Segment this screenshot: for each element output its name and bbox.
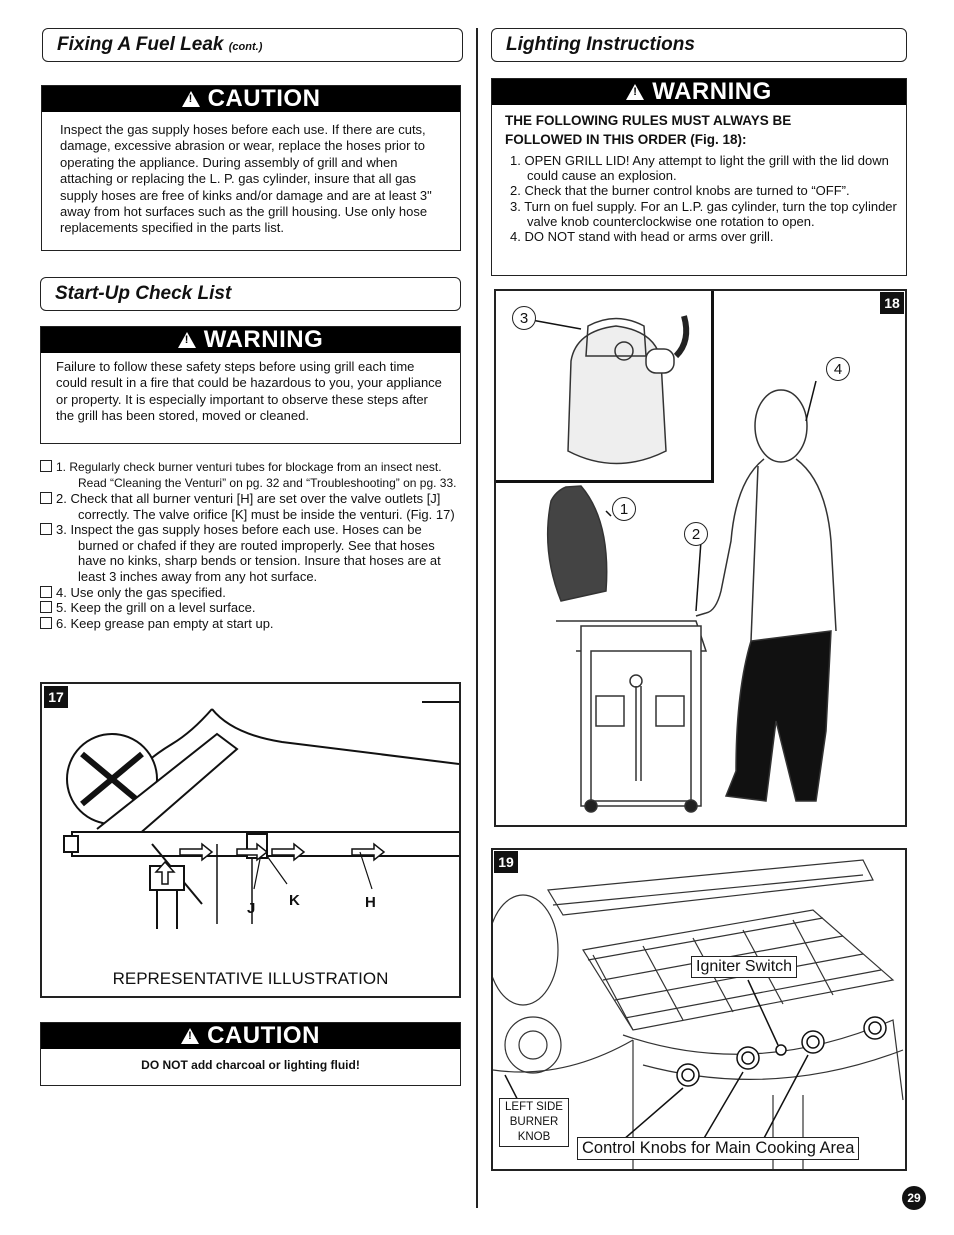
checklist-item xyxy=(40,459,458,491)
step-item: 3. Turn on fuel supply. For an L.P. gas cylinder, turn the top cylinder valve knob counterclockwise one rotation to open. xyxy=(510,198,897,229)
caution-banner xyxy=(42,86,460,112)
checkbox[interactable] xyxy=(40,523,52,535)
page-number: 29 xyxy=(902,1186,926,1210)
section-title: Lighting Instructions xyxy=(506,34,695,55)
figure-19 xyxy=(491,848,907,1171)
callout-3: 3 xyxy=(512,306,536,330)
control-knobs-label: Control Knobs for Main Cooking Area xyxy=(577,1137,859,1160)
item-number: 4. xyxy=(56,584,67,600)
warning-triangle-icon xyxy=(178,332,196,348)
item-text: Regularly check burner venturi tubes for blockage from an insect nest. Read “Cleaning the Venturi” on pg. 32 and “Troubleshooting” on pg. 33. xyxy=(69,460,457,490)
item-number: 3. xyxy=(56,522,67,538)
warning-intro: THE FOLLOWING RULES MUST ALWAYS BE FOLLOWED IN THIS ORDER (Fig. 18): xyxy=(505,113,792,147)
checklist-item xyxy=(40,600,458,616)
item-text: Inspect the gas supply hoses before each use. Hoses can be burned or chafed if they are routed improperly. See that hoses have no kinks, sharp bends or tension. Insure that hoses are at least 3 inches away from any hot surface. xyxy=(70,522,441,584)
igniter-switch-label: Igniter Switch xyxy=(691,956,797,978)
checkbox[interactable] xyxy=(40,492,52,504)
section-title: Fixing A Fuel Leak xyxy=(57,34,224,55)
warning-title: WARNING xyxy=(203,326,324,353)
figure-17 xyxy=(40,682,461,998)
warning-banner xyxy=(41,327,460,353)
warning-triangle-icon xyxy=(181,1028,199,1044)
step-item: 1. OPEN GRILL LID! Any attempt to light the grill with the lid down could cause an explosion. xyxy=(510,153,889,184)
warning-box-lighting xyxy=(491,78,907,276)
caution-title: CAUTION xyxy=(207,85,321,112)
callout-2: 2 xyxy=(684,522,708,546)
section-title: Start-Up Check List xyxy=(55,283,232,304)
fixing-fuel-leak-header xyxy=(42,28,463,62)
checklist-item xyxy=(40,616,458,632)
checklist-item xyxy=(40,585,458,601)
lighting-instructions-header xyxy=(491,28,907,62)
warning-title: WARNING xyxy=(652,78,772,105)
caution-text: DO NOT add charcoal or lighting fluid! xyxy=(141,1058,360,1072)
step-item: 4. DO NOT stand with head or arms over grill. xyxy=(510,229,774,245)
label-h: H xyxy=(365,894,376,911)
figure-caption: REPRESENTATIVE ILLUSTRATION xyxy=(112,969,389,988)
left-side-burner-knob-label: LEFT SIDE BURNER KNOB xyxy=(499,1098,569,1147)
figure-number: 18 xyxy=(880,292,904,314)
checklist-item xyxy=(40,491,458,522)
checkbox[interactable] xyxy=(40,601,52,613)
step-item: 2. Check that the burner control knobs are turned to “OFF”. xyxy=(510,183,850,199)
item-number: 6. xyxy=(56,615,67,631)
figure-number: 19 xyxy=(494,851,518,873)
warning-banner xyxy=(492,79,906,105)
item-text: Use only the gas specified. xyxy=(70,584,226,600)
caution-box-hoses xyxy=(41,85,461,251)
item-number: 1. xyxy=(56,460,67,474)
callout-1: 1 xyxy=(612,497,636,521)
warning-triangle-icon xyxy=(182,91,200,107)
callout-4: 4 xyxy=(826,357,850,381)
lighting-steps xyxy=(492,149,906,244)
burner-venturi-illustration xyxy=(42,684,459,996)
figure-18 xyxy=(494,289,907,827)
caution-title: CAUTION xyxy=(207,1022,320,1049)
warning-text: Failure to follow these safety steps before using grill each time could result in a fire that could be hazardous to you, your appliance or property. It is especially important to observe these steps after the grill has been stored, moved or cleaned. xyxy=(56,359,442,424)
warning-triangle-icon xyxy=(626,84,644,100)
item-text: Keep grease pan empty at start up. xyxy=(70,615,274,631)
start-up-check-list-header xyxy=(40,277,461,311)
column-divider xyxy=(476,28,478,1208)
caution-box-charcoal xyxy=(40,1022,461,1086)
checklist-item xyxy=(40,522,458,584)
warning-box-safety xyxy=(40,326,461,444)
checkbox[interactable] xyxy=(40,586,52,598)
label-j: J xyxy=(247,900,256,917)
item-number: 5. xyxy=(56,600,67,616)
figure-number: 17 xyxy=(44,686,68,708)
item-text: Keep the grill on a level surface. xyxy=(70,600,256,616)
section-title-suffix: (cont.) xyxy=(228,41,263,53)
item-number: 2. xyxy=(56,491,67,506)
item-text: Check that all burner venturi [H] are set over the valve outlets [J] correctly. The valve orifice [K] must be inside the venturi. (Fig. 17) xyxy=(70,491,455,522)
caution-banner xyxy=(41,1023,460,1049)
label-k: K xyxy=(289,892,300,909)
caution-text: Inspect the gas supply hoses before each use. If there are cuts, damage, excessive abrasion or wear, replace the hoses prior to operating the appliance. During assembly of grill and when attaching or replacing the L. P. gas cylinder, insure that all gas supply hoses are free of kinks and/or damage and are at least 3" away from hot surfaces such as the grill housing. Use only hose replacements specified in the parts list. xyxy=(60,122,432,236)
checkbox[interactable] xyxy=(40,617,52,629)
start-up-checklist xyxy=(40,459,458,631)
checkbox[interactable] xyxy=(40,460,52,472)
